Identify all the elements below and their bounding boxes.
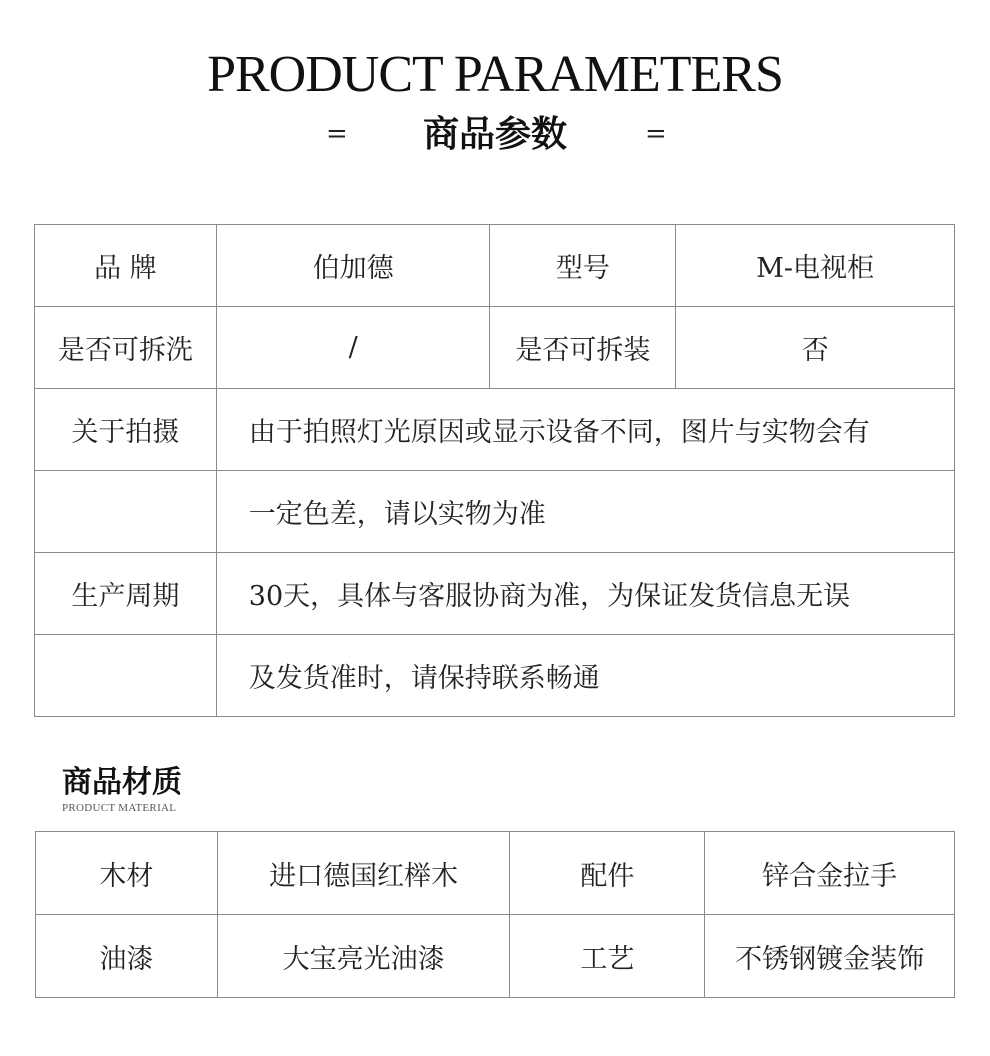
right-dash-icon: = <box>645 119 667 149</box>
cycle-note-line1: 30天，具体与客服协商为准，为保证发货信息无误 <box>216 553 954 635</box>
photo-label: 关于拍摄 <box>35 389 217 471</box>
subtitle-row <box>0 110 990 160</box>
cycle-note-line2: 及发货准时，请保持联系畅通 <box>216 635 954 717</box>
table-row <box>36 832 955 915</box>
cycle-label: 生产周期 <box>35 553 217 635</box>
brand-label: 品 牌 <box>35 225 217 307</box>
model-value: M-电视柜 <box>676 225 955 307</box>
washable-value: / <box>216 307 490 389</box>
paint-label: 油漆 <box>36 915 218 998</box>
left-dash-icon: = <box>326 119 348 149</box>
page-title: PRODUCT PARAMETERS <box>207 46 783 103</box>
table-row <box>35 389 955 471</box>
material-title: 商品材质 <box>62 765 182 800</box>
subtitle: 商品参数 <box>422 113 567 155</box>
craft-label: 工艺 <box>510 915 705 998</box>
photo-note-line1: 由于拍照灯光原因或显示设备不同，图片与实物会有 <box>216 389 954 471</box>
fitting-value: 锌合金拉手 <box>705 832 955 915</box>
material-table <box>35 831 955 998</box>
table-row <box>36 915 955 998</box>
empty-cell <box>35 635 217 717</box>
wood-label: 木材 <box>36 832 218 915</box>
detachable-label: 是否可拆装 <box>490 307 676 389</box>
table-row <box>35 471 955 553</box>
material-subtitle: PRODUCT MATERIAL <box>62 802 177 814</box>
table-row <box>35 553 955 635</box>
material-section-heading <box>62 764 182 814</box>
fitting-label: 配件 <box>510 832 705 915</box>
washable-label: 是否可拆洗 <box>35 307 217 389</box>
brand-value: 伯加德 <box>216 225 490 307</box>
table-row <box>35 307 955 389</box>
detachable-value: 否 <box>676 307 955 389</box>
model-label: 型号 <box>490 225 676 307</box>
wood-value: 进口德国红榉木 <box>217 832 510 915</box>
craft-value: 不锈钢镀金装饰 <box>705 915 955 998</box>
table-row <box>35 635 955 717</box>
empty-cell <box>35 471 217 553</box>
photo-note-line2: 一定色差，请以实物为准 <box>216 471 954 553</box>
table-row <box>35 225 955 307</box>
paint-value: 大宝亮光油漆 <box>217 915 510 998</box>
parameters-table <box>34 224 955 717</box>
